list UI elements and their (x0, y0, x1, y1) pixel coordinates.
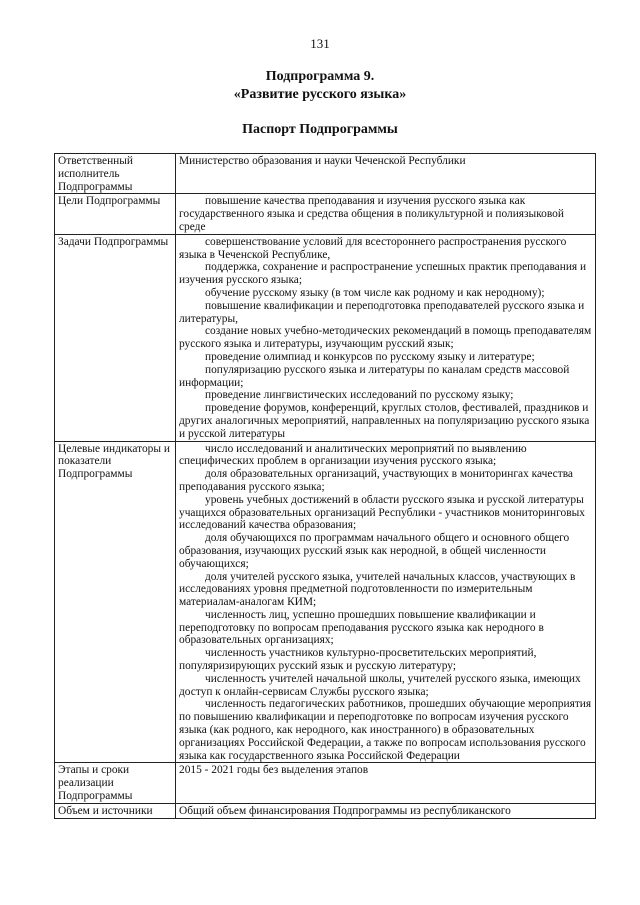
row-paragraph: число исследований и аналитических мероприятий по выявлению специфических проблем в организации изучения русского языка; (179, 442, 527, 468)
row-paragraph: численность участников культурно-просветительских мероприятий, популяризирующих русский язык и русскую литературу; (179, 647, 537, 673)
row-label: Задачи Подпрограммы (55, 234, 176, 441)
row-content (176, 234, 596, 441)
row-paragraph: проведение лингвистических исследований по русскому языку; (205, 389, 514, 402)
row-paragraph: совершенствование условий для всестороннего распространения русского языка в Чеченской Республике, (179, 235, 567, 261)
table-row-tasks (55, 234, 596, 441)
passport-heading: Паспорт Подпрограммы (242, 122, 398, 137)
table-row-goals (55, 194, 596, 234)
row-paragraph: Министерство образования и науки Чеченской Республики (179, 155, 466, 167)
table-row-stages (55, 763, 596, 803)
page-title (0, 68, 640, 104)
table-row-indicators (55, 441, 596, 763)
table-row-funding (55, 803, 596, 818)
row-paragraph: доля обучающихся по программам начального общего и основного общего образования, изучающих русский язык как неродной, в общей численности обучающихся; (179, 532, 570, 570)
row-paragraph: численность педагогических работников, прошедших обучающие мероприятия по повышению квалификации и переподготовке по вопросам изучения русского языка (как родного, как неродного, как иностранного) в образовательных организациях Российской Федерации, а также по вопросам использования русского языка как государственного языка Российской Федерации (179, 698, 592, 762)
row-paragraph: Общий объем финансирования Подпрограммы из республиканского (179, 804, 511, 817)
passport-table (54, 153, 596, 819)
row-content (176, 441, 596, 763)
page-number: 131 (310, 36, 330, 51)
row-label: Цели Подпрограммы (55, 194, 176, 234)
row-content (176, 194, 596, 234)
row-paragraph: численность учителей начальной школы, учителей русского языка, имеющих доступ к онлайн-сервисам Службы русского языка; (179, 672, 581, 698)
row-paragraph: создание новых учебно-методических рекомендаций в помощь преподавателям русского языка и литературы, изучающим русский язык; (179, 325, 592, 351)
row-paragraph: проведение форумов, конференций, круглых столов, фестивалей, праздников и других аналогичных мероприятий, направленных на популяризацию русского языка и русской литературы (179, 402, 590, 440)
subprogram-number: Подпрограмма 9. (265, 69, 375, 84)
row-paragraph: доля учителей русского языка, учителей начальных классов, участвующих в исследованиях уровня предметной подготовленности по измерительным материалам-аналогам КИМ; (179, 570, 576, 609)
row-paragraph: поддержка, сохранение и распространение успешных практик преподавания и изучения русского языка; (179, 261, 587, 287)
row-paragraph: численность лиц, успешно прошедших повышение квалификации и переподготовку по вопросам преподавания русского языка как неродного в образовательных организациях; (179, 608, 544, 647)
row-paragraph: популяризацию русского языка и литературы по каналам средств массовой информации; (179, 363, 570, 389)
row-paragraph: обучение русскому языку (в том числе как родному и как неродному); (205, 286, 545, 299)
row-label: Объем и источники (55, 803, 176, 818)
row-label: Целевые индикаторы и показатели Подпрограммы (55, 441, 176, 763)
row-paragraph: доля образовательных организаций, участвующих в мониторингах качества преподавания русского языка; (179, 468, 573, 493)
row-paragraph: 2015 - 2021 годы без выделения этапов (179, 764, 369, 777)
row-paragraph: проведение олимпиад и конкурсов по русскому языку и литературе; (205, 350, 535, 363)
row-content (176, 763, 596, 803)
row-label: Этапы и сроки реализации Подпрограммы (55, 763, 176, 803)
table-row-responsible (55, 154, 596, 194)
row-content (176, 803, 596, 818)
row-paragraph: повышение квалификации и переподготовка преподавателей русского языка и литературы, (179, 299, 585, 325)
row-paragraph: уровень учебных достижений в области русского языка и русской литературы учащихся образовательных организаций Республики - участников мониторинговых исследований качества образования; (179, 493, 585, 532)
subprogram-name: «Развитие русского языка» (233, 87, 407, 102)
row-paragraph: повышение качества преподавания и изучения русского языка как государственного языка и средства общения в поликультурной и полиязыковой среде (179, 195, 564, 233)
row-content (176, 154, 596, 194)
row-label: Ответственный исполнитель Подпрограммы (55, 154, 176, 194)
